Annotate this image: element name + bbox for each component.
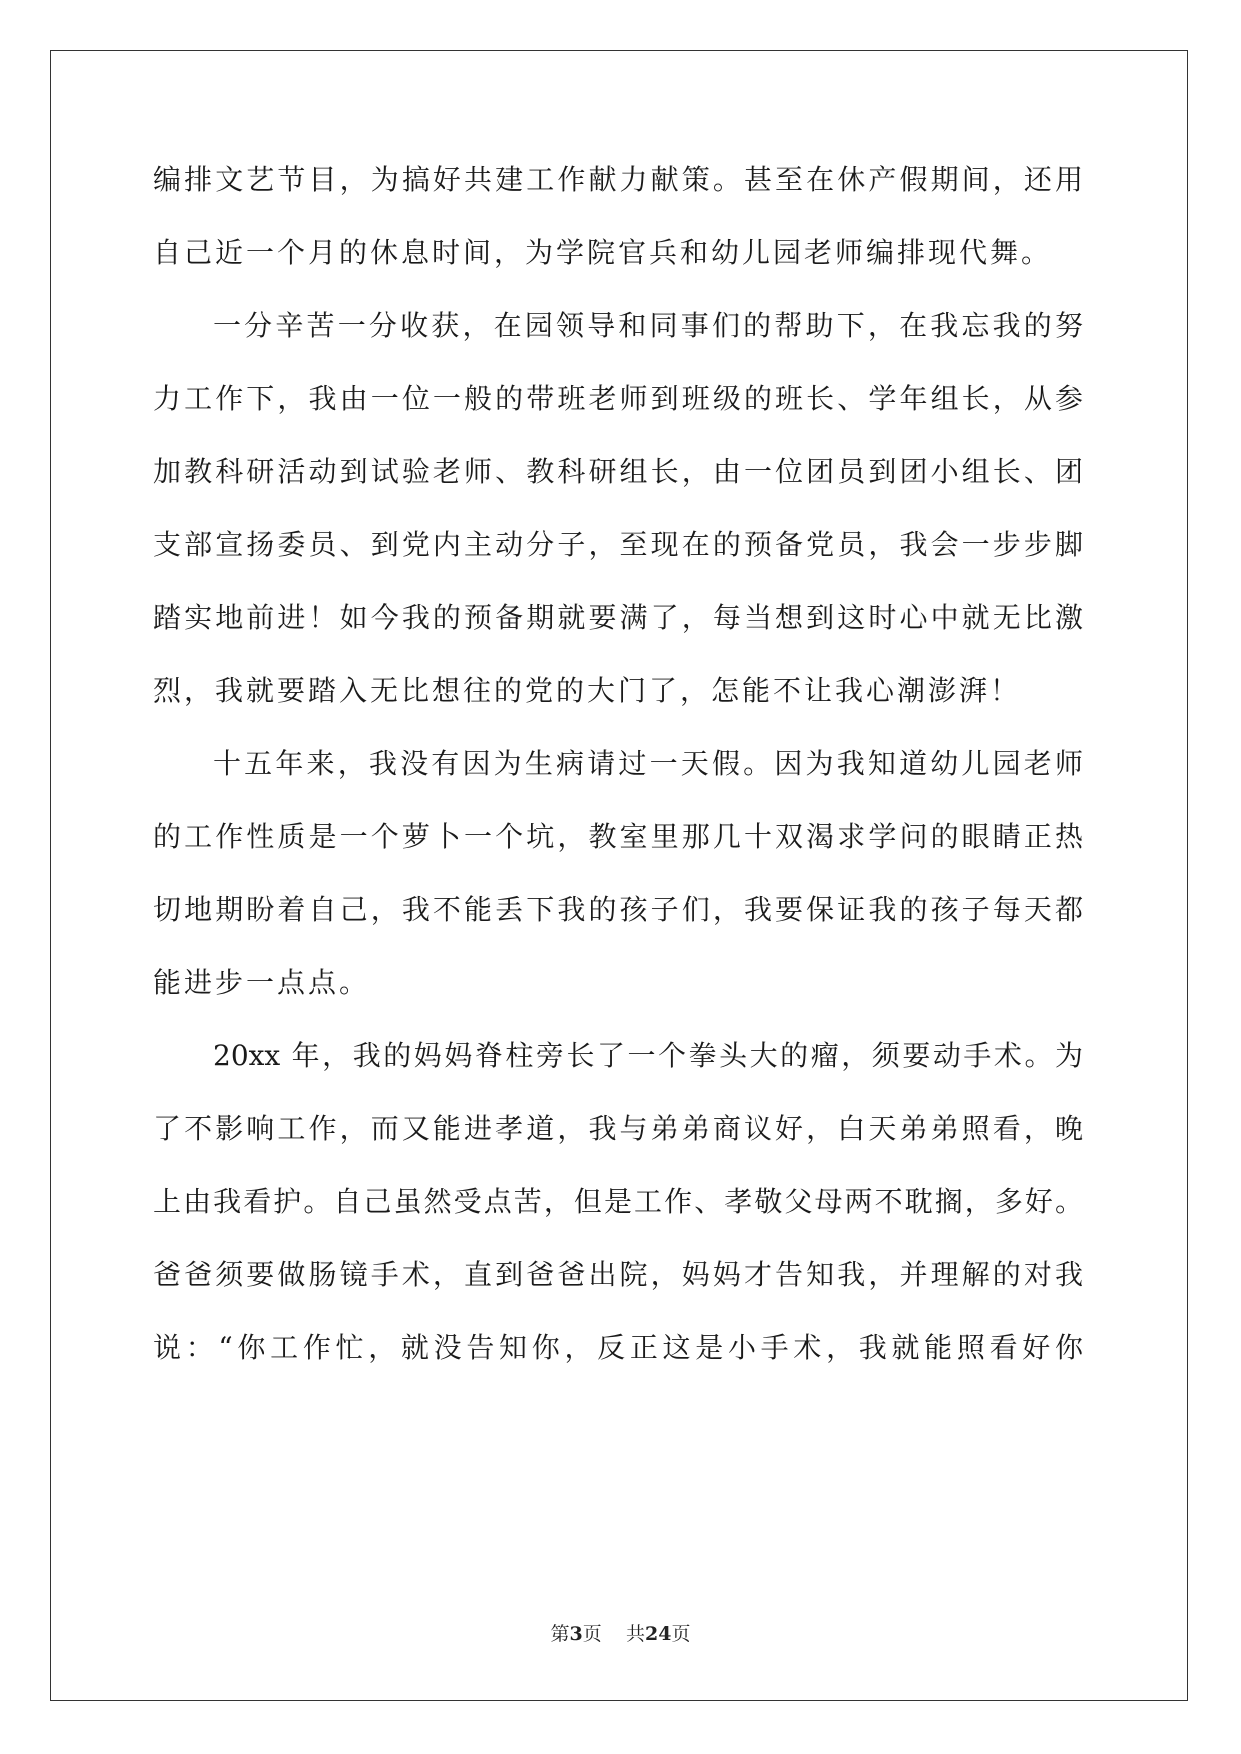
text-line: 能进步一点点。 bbox=[153, 966, 371, 999]
text-line: 一分辛苦一分收获，在园领导和同事们的帮助下，在我忘我的努 bbox=[213, 309, 1083, 342]
text-line: 力工作下，我由一位一般的带班老师到班级的班长、学年组长，从参 bbox=[153, 382, 1083, 415]
total-pages: 24 bbox=[644, 1623, 672, 1645]
text-line: 上由我看护。自己虽然受点苦，但是工作、孝敬父母两不耽搁，多好。 bbox=[153, 1185, 1083, 1218]
text-line: 烈，我就要踏入无比想往的党的大门了，怎能不让我心潮澎湃！ bbox=[153, 674, 1022, 707]
text-line: 说：“你工作忙，就没告知你，反正这是小手术，我就能照看好你 bbox=[153, 1331, 1083, 1364]
page-frame bbox=[50, 50, 1188, 1701]
text-line: 踏实地前进！如今我的预备期就要满了，每当想到这时心中就无比激 bbox=[153, 601, 1083, 634]
text-line: 的工作性质是一个萝卜一个坑，教室里那几十双渴求学问的眼睛正热 bbox=[153, 820, 1083, 853]
footer-page-suffix: 页 bbox=[582, 1623, 602, 1645]
footer-total-prefix: 共 bbox=[625, 1623, 645, 1645]
text-line: 自己近一个月的休息时间，为学院官兵和幼儿园老师编排现代舞。 bbox=[153, 236, 1053, 269]
text-line: 爸爸须要做肠镜手术，直到爸爸出院，妈妈才告知我，并理解的对我 bbox=[153, 1258, 1083, 1291]
text-line: 20xx 年，我的妈妈脊柱旁长了一个拳头大的瘤，须要动手术。为 bbox=[213, 1039, 1083, 1072]
footer-total-suffix: 页 bbox=[671, 1623, 691, 1645]
text-line: 加教科研活动到试验老师、教科研组长，由一位团员到团小组长、团 bbox=[153, 455, 1083, 488]
text-line: 切地期盼着自己，我不能丢下我的孩子们，我要保证我的孩子每天都 bbox=[153, 893, 1083, 926]
page-footer bbox=[0, 1622, 1241, 1646]
footer-prefix: 第 bbox=[550, 1623, 570, 1645]
text-line: 编排文艺节目，为搞好共建工作献力献策。甚至在休产假期间，还用 bbox=[153, 163, 1083, 196]
text-line: 支部宣扬委员、到党内主动分子，至现在的预备党员，我会一步步脚 bbox=[153, 528, 1083, 561]
page-number: 3 bbox=[569, 1623, 583, 1645]
text-line: 了不影响工作，而又能进孝道，我与弟弟商议好，白天弟弟照看，晚 bbox=[153, 1112, 1083, 1145]
text-line: 十五年来，我没有因为生病请过一天假。因为我知道幼儿园老师 bbox=[213, 747, 1083, 780]
